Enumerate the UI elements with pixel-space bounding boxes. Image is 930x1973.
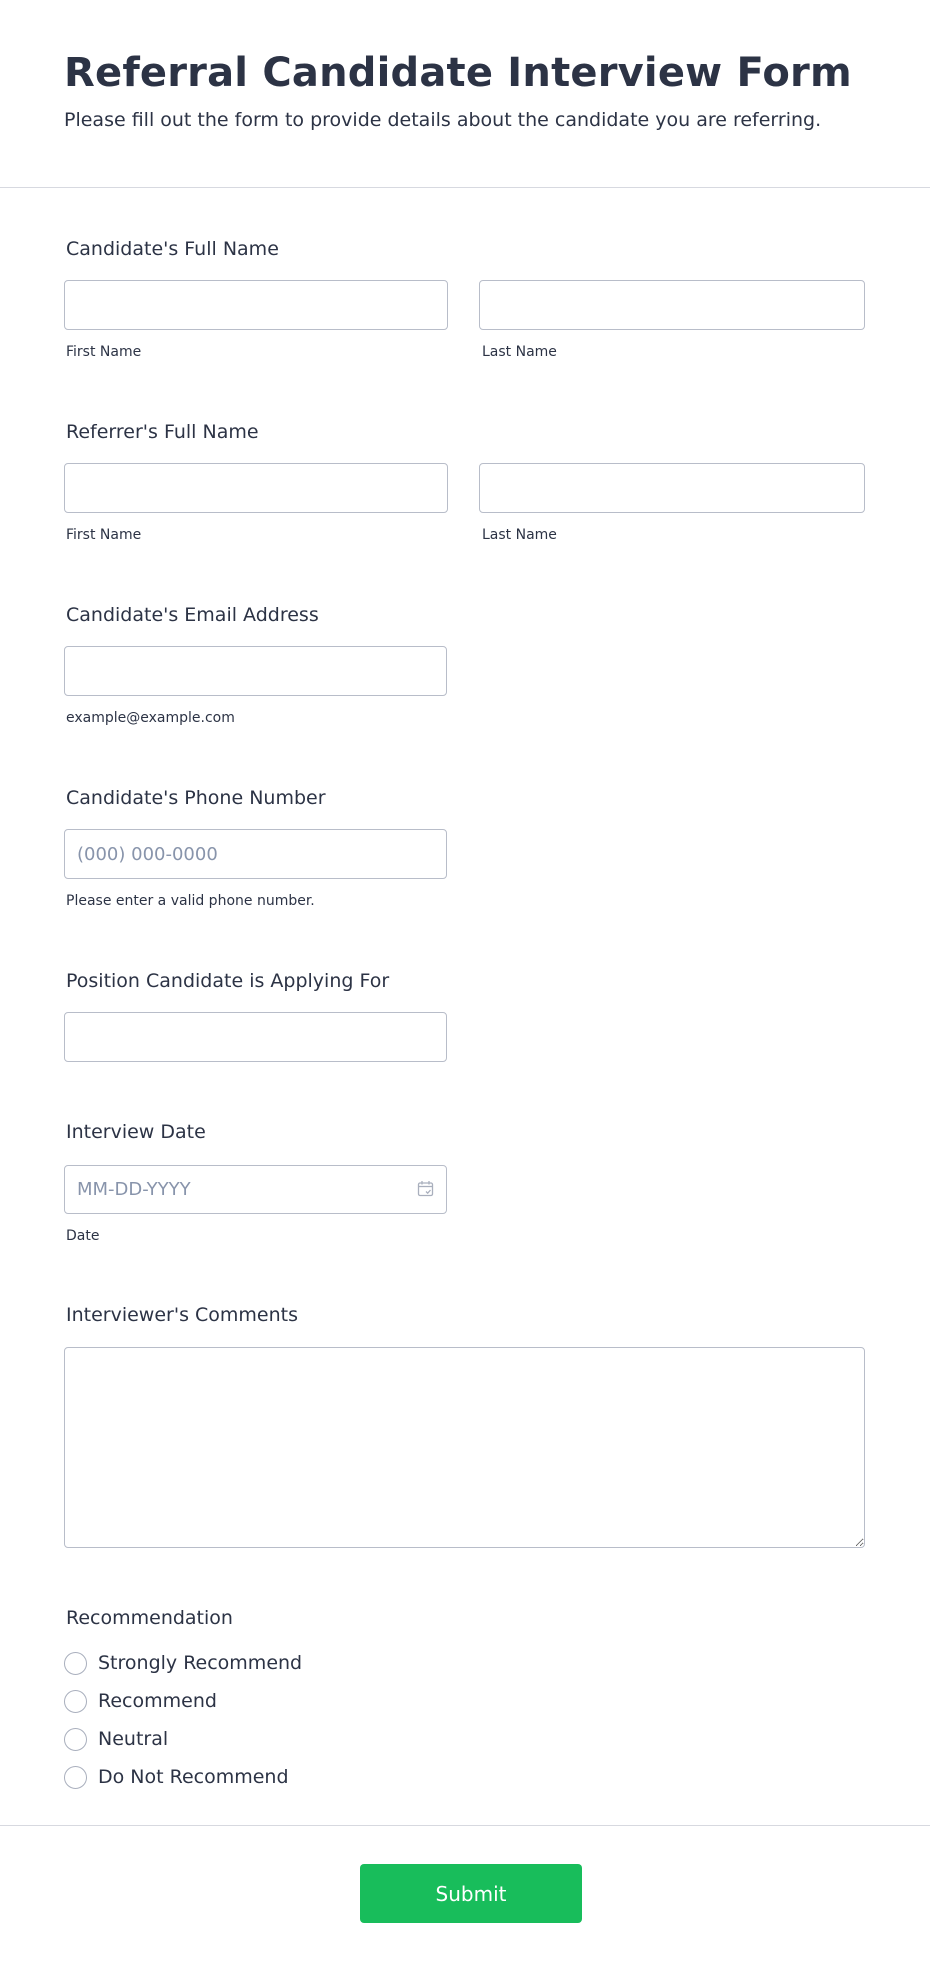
recommendation-label: Recommendation bbox=[66, 1607, 233, 1629]
radio-button[interactable] bbox=[64, 1766, 87, 1789]
candidate-first-name-input[interactable] bbox=[64, 280, 448, 330]
form-subtitle: Please fill out the form to provide details about the candidate you are referring. bbox=[64, 109, 822, 131]
phone-label: Candidate's Phone Number bbox=[66, 787, 326, 809]
comments-textarea[interactable] bbox=[64, 1347, 865, 1548]
phone-sublabel: Please enter a valid phone number. bbox=[66, 893, 315, 909]
submit-button[interactable]: Submit bbox=[360, 1864, 582, 1923]
radio-button[interactable] bbox=[64, 1728, 87, 1751]
candidate-last-name-input[interactable] bbox=[479, 280, 865, 330]
radio-button[interactable] bbox=[64, 1690, 87, 1713]
radio-label: Do Not Recommend bbox=[98, 1766, 289, 1788]
phone-input[interactable] bbox=[64, 829, 447, 879]
calendar-icon[interactable] bbox=[417, 1180, 434, 1197]
radio-button[interactable] bbox=[64, 1652, 87, 1675]
radio-strongly-recommend[interactable] bbox=[64, 1650, 302, 1676]
radio-neutral[interactable] bbox=[64, 1726, 168, 1752]
radio-label: Neutral bbox=[98, 1728, 169, 1750]
referrer-last-name-sublabel: Last Name bbox=[482, 527, 557, 543]
radio-recommend[interactable] bbox=[64, 1688, 217, 1714]
comments-label: Interviewer's Comments bbox=[66, 1304, 298, 1326]
email-sublabel: example@example.com bbox=[66, 710, 235, 726]
radio-do-not-recommend[interactable] bbox=[64, 1764, 289, 1790]
interview-date-input[interactable] bbox=[64, 1165, 447, 1214]
interview-date-sublabel: Date bbox=[66, 1228, 100, 1244]
email-label: Candidate's Email Address bbox=[66, 604, 319, 626]
form-header bbox=[0, 0, 930, 188]
email-input[interactable] bbox=[64, 646, 447, 696]
position-input[interactable] bbox=[64, 1012, 447, 1062]
position-label: Position Candidate is Applying For bbox=[66, 970, 390, 992]
radio-label: Recommend bbox=[98, 1690, 217, 1712]
interview-date-field bbox=[64, 1165, 447, 1214]
radio-label: Strongly Recommend bbox=[98, 1652, 303, 1674]
referrer-first-name-sublabel: First Name bbox=[66, 527, 142, 543]
candidate-last-name-sublabel: Last Name bbox=[482, 344, 557, 360]
referrer-first-name-input[interactable] bbox=[64, 463, 448, 513]
referrer-last-name-input[interactable] bbox=[479, 463, 865, 513]
referrer-name-label: Referrer's Full Name bbox=[66, 421, 259, 443]
footer-divider bbox=[0, 1825, 930, 1826]
interview-date-label: Interview Date bbox=[66, 1121, 206, 1143]
candidate-name-label: Candidate's Full Name bbox=[66, 238, 279, 260]
form-title: Referral Candidate Interview Form bbox=[64, 50, 852, 96]
candidate-first-name-sublabel: First Name bbox=[66, 344, 142, 360]
